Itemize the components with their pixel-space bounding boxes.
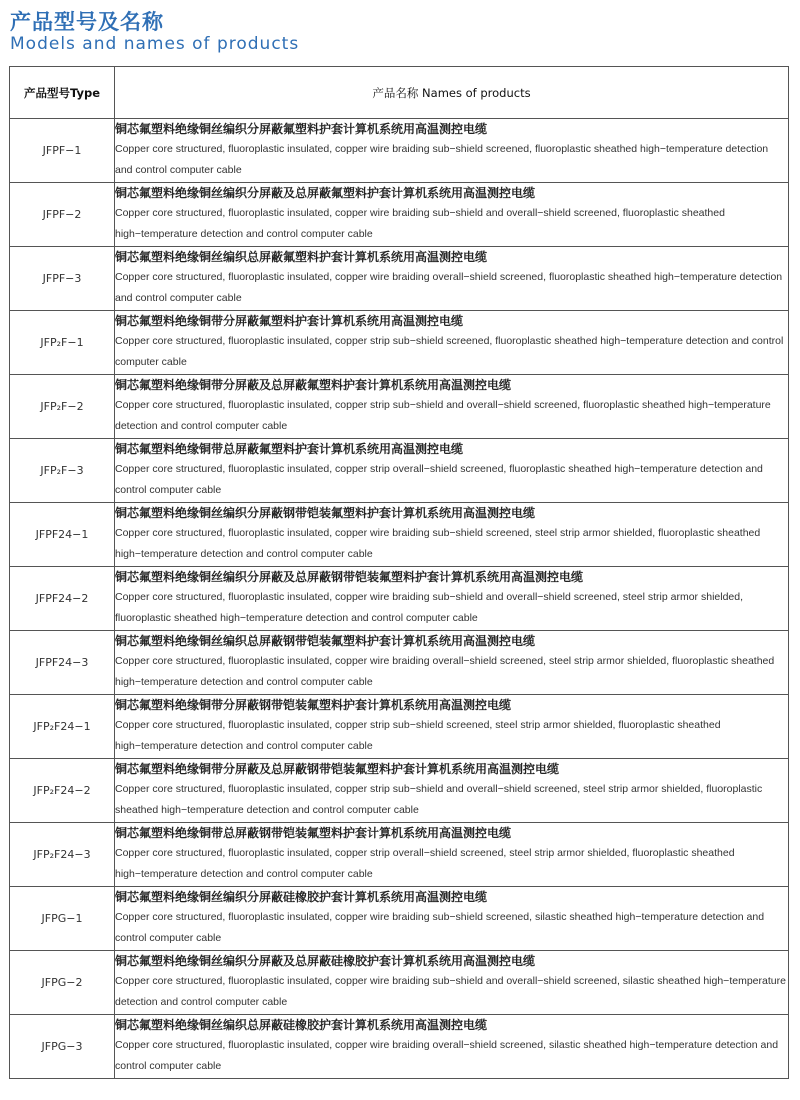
product-type-cell: JFPF−1	[10, 119, 115, 183]
table-row	[10, 695, 789, 759]
table-row	[10, 759, 789, 823]
product-name-english: Copper core structured, fluoroplastic insulated, copper strip sub−shield screened, fluoroplastic sheathed high−temperature detection and control computer cable	[115, 335, 784, 368]
product-type-cell: JFPG−3	[10, 1015, 115, 1079]
product-type-cell: JFP₂F24−1	[10, 695, 115, 759]
table-row	[10, 119, 789, 183]
table-row	[10, 311, 789, 375]
product-type-cell: JFPG−1	[10, 887, 115, 951]
table-row	[10, 183, 789, 247]
product-name-english: Copper core structured, fluoroplastic insulated, copper strip overall−shield screened, steel strip armor shielded, fluoroplastic sheathed high−temperature detection and control computer cable	[115, 847, 735, 880]
product-name-chinese: 铜芯氟塑料绝缘铜带总屏蔽氟塑料护套计算机系统用高温测控电缆	[115, 442, 464, 456]
product-name-cell	[115, 503, 789, 567]
table-row	[10, 823, 789, 887]
product-name-chinese: 铜芯氟塑料绝缘铜带分屏蔽及总屏蔽氟塑料护套计算机系统用高温测控电缆	[115, 378, 512, 392]
table-row	[10, 887, 789, 951]
product-name-chinese: 铜芯氟塑料绝缘铜带总屏蔽钢带铠装氟塑料护套计算机系统用高温测控电缆	[115, 826, 512, 840]
product-type-cell: JFPG−2	[10, 951, 115, 1015]
table-row	[10, 247, 789, 311]
product-name-cell	[115, 1015, 789, 1079]
product-name-cell	[115, 247, 789, 311]
product-name-chinese: 铜芯氟塑料绝缘铜丝编织分屏蔽氟塑料护套计算机系统用高温测控电缆	[115, 122, 488, 136]
product-type-cell: JFP₂F−3	[10, 439, 115, 503]
page-title-chinese: 产品型号及名称	[10, 10, 164, 34]
product-name-english: Copper core structured, fluoroplastic insulated, copper wire braiding sub−shield screened, silastic sheathed high−temperature detection and control computer cable	[115, 911, 765, 944]
product-name-english: Copper core structured, fluoroplastic insulated, copper strip overall−shield screened, fluoroplastic sheathed high−temperature detection and control computer cable	[115, 463, 763, 496]
table-row	[10, 503, 789, 567]
product-type-cell: JFPF24−3	[10, 631, 115, 695]
product-name-cell	[115, 439, 789, 503]
product-name-english: Copper core structured, fluoroplastic insulated, copper wire braiding overall−shield screened, steel strip armor shielded, fluoroplastic sheathed high−temperature detection and control computer cable	[115, 655, 775, 688]
table-row	[10, 631, 789, 695]
product-name-cell	[115, 759, 789, 823]
table-row	[10, 375, 789, 439]
table-row	[10, 567, 789, 631]
product-name-cell	[115, 119, 789, 183]
product-name-cell	[115, 823, 789, 887]
column-header-type: 产品型号Type	[10, 67, 115, 119]
product-name-english: Copper core structured, fluoroplastic insulated, copper wire braiding overall−shield screened, silastic sheathed high−temperature detection and control computer cable	[115, 1039, 779, 1072]
table-row	[10, 439, 789, 503]
product-name-chinese: 铜芯氟塑料绝缘铜丝编织分屏蔽及总屏蔽硅橡胶护套计算机系统用高温测控电缆	[115, 954, 536, 968]
table-row	[10, 951, 789, 1015]
product-name-chinese: 铜芯氟塑料绝缘铜丝编织分屏蔽及总屏蔽钢带铠装氟塑料护套计算机系统用高温测控电缆	[115, 570, 584, 584]
product-name-cell	[115, 375, 789, 439]
product-type-cell: JFPF24−1	[10, 503, 115, 567]
product-name-chinese: 铜芯氟塑料绝缘铜丝编织分屏蔽钢带铠装氟塑料护套计算机系统用高温测控电缆	[115, 506, 536, 520]
table-header-row	[10, 67, 789, 119]
product-type-cell: JFP₂F24−3	[10, 823, 115, 887]
product-name-cell	[115, 631, 789, 695]
product-name-cell	[115, 183, 789, 247]
product-name-english: Copper core structured, fluoroplastic insulated, copper strip sub−shield and overall−shield screened, fluoroplastic sheathed high−temperature detection and control computer cable	[115, 399, 771, 432]
product-models-table	[9, 66, 789, 1079]
product-name-chinese: 铜芯氟塑料绝缘铜丝编织分屏蔽硅橡胶护套计算机系统用高温测控电缆	[115, 890, 488, 904]
page-title-english: Models and names of products	[10, 34, 300, 54]
product-name-english: Copper core structured, fluoroplastic insulated, copper wire braiding sub−shield and overall−shield screened, steel strip armor shielded, fluoroplastic sheathed high−temperature detection and control computer cable	[115, 591, 744, 624]
product-type-cell: JFPF−3	[10, 247, 115, 311]
product-name-cell	[115, 311, 789, 375]
product-name-english: Copper core structured, fluoroplastic insulated, copper strip sub−shield and overall−shield screened, steel strip armor shielded, fluoroplastic sheathed high−temperature detection and control computer cable	[115, 783, 763, 816]
product-name-chinese: 铜芯氟塑料绝缘铜带分屏蔽氟塑料护套计算机系统用高温测控电缆	[115, 314, 464, 328]
column-header-name: 产品名称 Names of products	[115, 67, 789, 119]
product-type-cell: JFPF−2	[10, 183, 115, 247]
product-name-cell	[115, 951, 789, 1015]
product-name-english: Copper core structured, fluoroplastic insulated, copper wire braiding overall−shield screened, fluoroplastic sheathed high−temperature detection and control computer cable	[115, 271, 783, 304]
product-name-chinese: 铜芯氟塑料绝缘铜丝编织总屏蔽钢带铠装氟塑料护套计算机系统用高温测控电缆	[115, 634, 536, 648]
product-name-english: Copper core structured, fluoroplastic insulated, copper wire braiding sub−shield and overall−shield screened, silastic sheathed high−temperature detection and control computer cable	[115, 975, 786, 1008]
product-name-cell	[115, 567, 789, 631]
product-name-chinese: 铜芯氟塑料绝缘铜带分屏蔽及总屏蔽钢带铠装氟塑料护套计算机系统用高温测控电缆	[115, 762, 560, 776]
product-name-english: Copper core structured, fluoroplastic insulated, copper wire braiding sub−shield and overall−shield screened, fluoroplastic sheathed high−temperature detection and control computer cable	[115, 207, 725, 240]
product-type-cell: JFP₂F−1	[10, 311, 115, 375]
product-type-cell: JFP₂F24−2	[10, 759, 115, 823]
product-name-chinese: 铜芯氟塑料绝缘铜丝编织分屏蔽及总屏蔽氟塑料护套计算机系统用高温测控电缆	[115, 186, 536, 200]
product-name-english: Copper core structured, fluoroplastic insulated, copper strip sub−shield screened, steel strip armor shielded, fluoroplastic sheathed high−temperature detection and control computer cable	[115, 719, 721, 752]
table-row	[10, 1015, 789, 1079]
product-name-english: Copper core structured, fluoroplastic insulated, copper wire braiding sub−shield screened, fluoroplastic sheathed high−temperature detection and control computer cable	[115, 143, 769, 176]
product-name-english: Copper core structured, fluoroplastic insulated, copper wire braiding sub−shield screened, steel strip armor shielded, fluoroplastic sheathed high−temperature detection and control computer cable	[115, 527, 761, 560]
product-name-chinese: 铜芯氟塑料绝缘铜丝编织总屏蔽氟塑料护套计算机系统用高温测控电缆	[115, 250, 488, 264]
product-type-cell: JFPF24−2	[10, 567, 115, 631]
product-name-cell	[115, 887, 789, 951]
product-name-chinese: 铜芯氟塑料绝缘铜丝编织总屏蔽硅橡胶护套计算机系统用高温测控电缆	[115, 1018, 488, 1032]
product-type-cell: JFP₂F−2	[10, 375, 115, 439]
product-name-cell	[115, 695, 789, 759]
product-name-chinese: 铜芯氟塑料绝缘铜带分屏蔽钢带铠装氟塑料护套计算机系统用高温测控电缆	[115, 698, 512, 712]
